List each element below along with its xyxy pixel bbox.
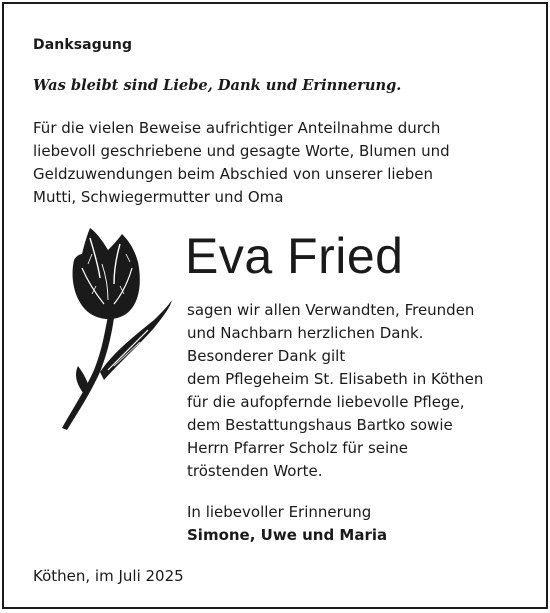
- intro-line: Geldzuwendungen beim Abschied von unserer lieben: [33, 165, 434, 183]
- closing-phrase: In liebevoller Erinnerung: [187, 503, 372, 521]
- intro-line: liebevoll geschriebene und gesagte Worte, Blumen und: [33, 142, 450, 160]
- deceased-name: Eva Fried: [185, 228, 404, 284]
- intro-text: [33, 117, 513, 209]
- heading: Danksagung: [33, 37, 133, 53]
- signers: Simone, Uwe und Maria: [187, 526, 388, 544]
- place-date: Köthen, im Juli 2025: [33, 567, 184, 585]
- motto: Was bleibt sind Liebe, Dank und Erinnerung.: [33, 77, 402, 94]
- closing-block: [187, 501, 387, 547]
- thanks-line: tröstenden Worte.: [187, 462, 323, 480]
- thanks-line: dem Bestattungshaus Bartko sowie: [187, 416, 453, 434]
- intro-line: Mutti, Schwiegermutter und Oma: [33, 188, 284, 206]
- thanks-line: und Nachbarn herzlichen Dank.: [187, 324, 424, 342]
- thanks-line: Besonderer Dank gilt: [187, 347, 346, 365]
- tulip-icon: [44, 224, 179, 434]
- thanks-line: für die aufopfernde liebevolle Pflege,: [187, 393, 465, 411]
- thanks-line: Herrn Pfarrer Scholz für seine: [187, 439, 408, 457]
- thanks-text: [187, 299, 483, 483]
- thanks-line: dem Pflegeheim St. Elisabeth in Köthen: [187, 370, 484, 388]
- intro-line: Für die vielen Beweise aufrichtiger Anteilnahme durch: [33, 119, 441, 137]
- obituary-card: [2, 2, 548, 609]
- thanks-line: sagen wir allen Verwandten, Freunden: [187, 301, 475, 319]
